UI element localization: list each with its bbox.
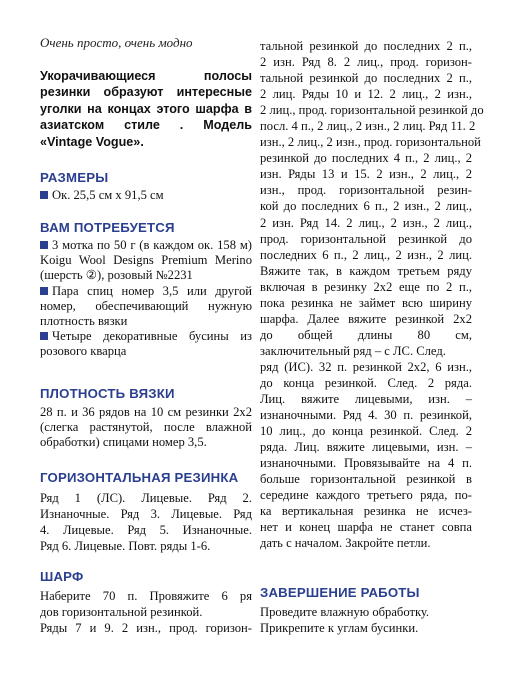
- bullet-square-icon: [40, 241, 48, 249]
- scarf-continued-line: 2 изн. Ряд 14. 2 лиц., 2 изн., 2 лиц.,: [260, 215, 472, 230]
- scarf-continued-line: ка вертикальная резинка не исчез-: [260, 504, 472, 519]
- scarf-continued-line: 2 изн. Ряд 8. 2 лиц., прод. горизон-: [260, 55, 472, 70]
- scarf-continued-line: ряд (ИС). 32 п. резинкой 2х2, 6 изн.,: [260, 359, 472, 374]
- finishing-heading: ЗАВЕРШЕНИЕ РАБОТЫ: [260, 585, 420, 600]
- scarf-continued-line: 2 лиц. Ряды 10 и 12. 2 лиц., 2 изн.,: [260, 87, 472, 102]
- scarf-continued-line: середине каждого третьего ряда, по-: [260, 488, 472, 503]
- scarf-continued-line: посл. 4 п., 2 лиц., 2 изн., 2 лиц. Ряд 11. 2: [260, 119, 476, 134]
- finishing-line: Проведите влажную обработку.: [260, 605, 430, 619]
- materials-list: [40, 238, 252, 360]
- gauge-text: 28 п. и 36 рядов на 10 см резинки 2х2 (слегка растянутой, после влажной обработки) спицами номер 3,5.: [40, 405, 252, 450]
- materials-heading: ВАМ ПОТРЕБУЕТСЯ: [40, 220, 175, 235]
- scarf-continued-line: нет и конец шарфа не станет совпа: [260, 520, 472, 535]
- scarf-heading: ШАРФ: [40, 569, 84, 584]
- scarf-continued-line: Лиц. вяжите лицевыми, изн. –: [260, 392, 472, 407]
- scarf-continued-line: изнаночными. Ряд 4. 30 п. резинкой,: [260, 408, 472, 423]
- scarf-continued-line: прод. горизонтальной резинкой до: [260, 231, 472, 246]
- scarf-line: Ряды 7 и 9. 2 изн., прод. горизон-: [40, 621, 252, 636]
- rib-line: 4. Лицевые. Ряд 5. Изнаночные.: [40, 523, 252, 538]
- scarf-continued-line: изн. Ряды 13 и 15. 2 изн., 2 лиц., 2: [260, 167, 472, 182]
- scarf-continued-line: кой до последних 6 п., 2 изн., 2 лиц.,: [260, 199, 472, 214]
- scarf-continued-line: Вяжите так, в каждом третьем ряду: [260, 263, 472, 278]
- scarf-line: дов горизонтальной резинкой.: [40, 605, 203, 620]
- scarf-continued-line: больше горизонтальной резинкой в: [260, 472, 472, 487]
- scarf-continued-line: заключительный ряд – с ЛС. След.: [260, 343, 446, 358]
- sizes-text: Ок. 25,5 см х 91,5 см: [40, 188, 252, 203]
- scarf-continued-line: включая в резинку 2х2 еще по 2 п.,: [260, 279, 472, 294]
- tagline: Очень просто, очень модно: [40, 35, 193, 50]
- rib-line: Ряд 1 (ЛС). Лицевые. Ряд 2.: [40, 491, 252, 505]
- scarf-continued-line: до общей длины 80 см,: [260, 327, 472, 342]
- horizontal-rib-heading: ГОРИЗОНТАЛЬНАЯ РЕЗИНКА: [40, 470, 239, 485]
- scarf-continued-line: последних 6 п., 2 лиц., 2 изн., 2 лиц.: [260, 247, 472, 262]
- scarf-continued-line: пока резинка не займет всю ширину: [260, 295, 472, 310]
- finishing-line: Прикрепите к углам бусинки.: [260, 621, 419, 636]
- scarf-continued-text: [260, 38, 484, 552]
- rib-line: Ряд 6. Лицевые. Повт. ряды 1-6.: [40, 539, 211, 554]
- scarf-continued-line: дать с началом. Закройте петли.: [260, 536, 431, 551]
- scarf-continued-line: изн., прод. горизонтальной резин-: [260, 183, 472, 198]
- scarf-line: Наберите 70 п. Провяжите 6 ря: [40, 589, 252, 603]
- scarf-continued-line: шарфа. Далее вяжите резинкой 2х2: [260, 311, 472, 326]
- scarf-continued-line: тальной резинкой до последних 2 п.,: [260, 39, 472, 53]
- scarf-continued-line: 10 лиц., до конца резинкой. След. 2: [260, 424, 472, 439]
- scarf-text: [40, 588, 252, 636]
- scarf-continued-line: изн., 2 лиц., 2 изн., прод. горизонтальной: [260, 135, 481, 150]
- sizes-heading: РАЗМЕРЫ: [40, 170, 109, 185]
- bullet-square-icon: [40, 287, 48, 295]
- scarf-continued-line: тальной резинкой до последних 2 п.,: [260, 71, 472, 86]
- intro-text: Укорачивающиеся полосы резинки образуют интересные уголки на концах этого шарфа в азиатском стиле . Модель «Vintage Vogue».: [40, 69, 252, 149]
- gauge-heading: ПЛОТНОСТЬ ВЯЗКИ: [40, 386, 175, 401]
- scarf-continued-line: ряда. Лиц. вяжите лицевыми, изн. –: [260, 440, 472, 455]
- horizontal-rib-text: [40, 490, 252, 554]
- materials-item: 3 мотка по 50 г (в каждом ок. 158 м) Koigu Wool Designs Premium Merino (шерсть ②), розовый №2231: [40, 238, 252, 283]
- rib-line: Изнаночные. Ряд 3. Лицевые. Ряд: [40, 507, 252, 522]
- materials-item: Пара спиц номер 3,5 или другой номер, обеспечивающий нужную плотность вязки: [40, 283, 252, 329]
- scarf-continued-line: изнаночными. Провязывайте на 4 п.: [260, 456, 472, 471]
- scarf-continued-line: резинкой до последних 4 п., 2 лиц., 2: [260, 151, 472, 166]
- scarf-continued-line: 2 лиц., прод. горизонтальной резинкой до: [260, 103, 484, 118]
- finishing-text: [260, 604, 472, 636]
- bullet-square-icon: [40, 332, 48, 340]
- materials-item: Четыре декоративные бусины из розового кварца: [40, 329, 252, 359]
- scarf-continued-line: до конца резинкой. След. 2 ряда.: [260, 375, 472, 390]
- bullet-square-icon: [40, 191, 48, 199]
